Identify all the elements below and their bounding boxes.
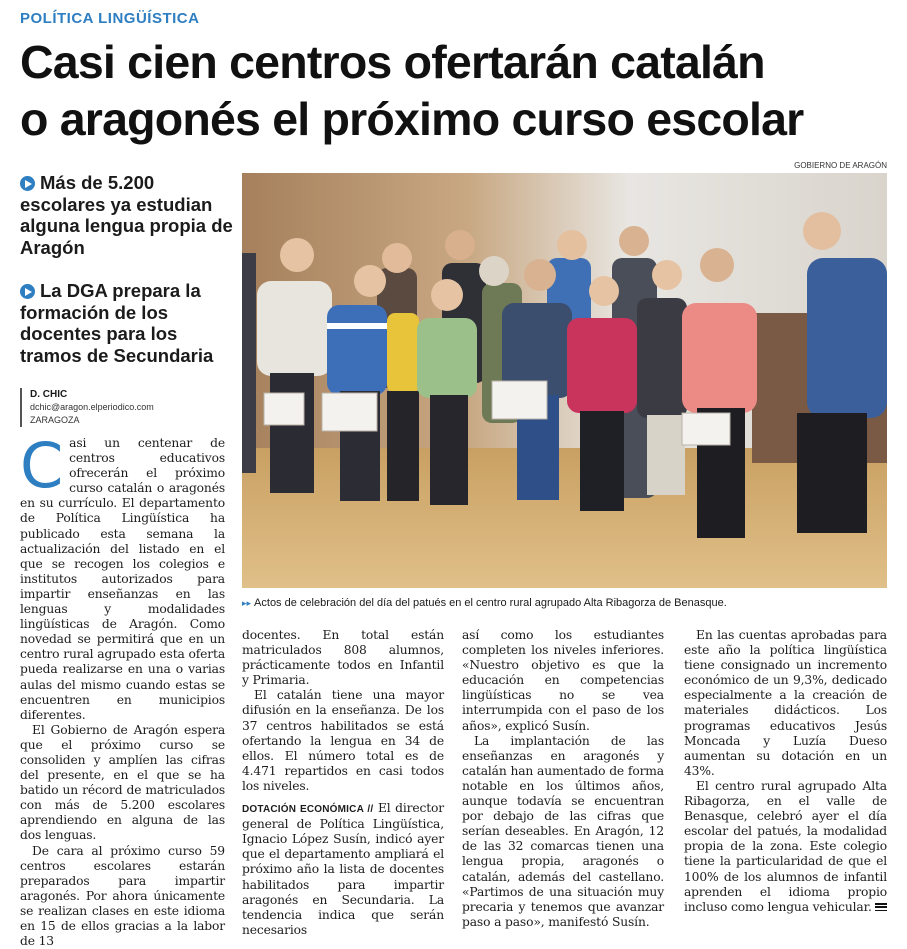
subhead-1-text: Más de 5.200 escolares ya estudian alguna lengua propia de Aragón [20, 172, 233, 258]
paragraph: así como los estudiantes completen los niveles inferiores. «Nuestro objetivo es que la educación en competencias lingüísticas no se vea interrumpida con el paso de los años», explicó Susín. [462, 628, 664, 733]
paragraph [684, 779, 887, 915]
photo-credit: GOBIERNO DE ARAGÓN [794, 161, 887, 170]
byline-city: ZARAGOZA [30, 415, 80, 425]
paragraph-text: El director general de Política Lingüística, Ignacio López Susín, indicó ayer que el departamento ampliará el próximo año la lista de docentes habilitados para impartir aragonés en Secundaria. La tendencia indica que serán necesarios [242, 801, 444, 937]
group-photo [242, 173, 887, 588]
paragraph: De cara al próximo curso 59 centros escolares estarán preparados para impartir aragonés. Por ahora únicamente se realizan clases en este idioma en 15 de ellos gracias a la labor de 13 [20, 843, 225, 949]
paragraph: El catalán tiene una mayor difusión en la enseñanza. De los 37 centros habilitados se está ofertando la lengua en 34 de ellos. El número total es de 4.471 repartidos en casi todos los niveles. [242, 688, 444, 793]
paragraph-text: El centro rural agrupado Alta Ribagorza, en el valle de Benasque, celebró ayer el día escolar del patués, la modalidad propia de la zona. Este colegio tiene la particularidad de que el 100% de los alumnos de infantil aprenden el idioma propio incluso como lengua vehicular. [684, 778, 887, 914]
paragraph: En las cuentas aprobadas para este año la política lingüística tiene consignado un incremento económico de un 9,3%, dedicado especialmente a la creación de materiales didácticos. Los programas educativos Jesús Moncada y Luzía Dueso aumentan su dotación en un 43%. [684, 628, 887, 778]
headline-line-2: o aragonés el próximo curso escolar [20, 93, 804, 145]
subhead-2 [20, 280, 235, 366]
paragraph [242, 801, 444, 938]
photo-caption [242, 597, 887, 609]
body-column-4 [684, 628, 887, 915]
paragraph: docentes. En total están matriculados 808 alumnos, prácticamente todos en Infantil y Primaria. [242, 628, 444, 688]
paragraph: La implantación de las enseñanzas en aragonés y catalán han aumentado de forma notable en los últimos años, aunque todavía se encuentran por debajo de las cifras que serían deseables. En Aragón, 12 de las 32 comarcas tienen una lengua propia, aragonés o catalán, además del castellano. «Partimos de una situación muy precaria y tenemos que avanzar paso a paso», manifestó Susín. [462, 733, 664, 929]
byline-email: dchic@aragon.elperiodico.com [30, 402, 154, 412]
paragraph: El Gobierno de Aragón espera que el próximo curso se consoliden y amplíen las cifras del presente, en el que se ha batido un récord de matriculados con más de 5.200 escolares aprendiendo en alguna de las dos lenguas. [20, 722, 225, 843]
headline-line-1: Casi cien centros ofertarán catalán [20, 36, 765, 88]
play-bullet-icon [20, 176, 35, 191]
subhead-1 [20, 172, 235, 258]
paragraph [20, 429, 225, 723]
dropcap: C [20, 429, 64, 502]
group-photo-illustration [242, 173, 887, 588]
section-label: POLÍTICA LINGÜÍSTICA [20, 10, 200, 27]
body-column-3 [462, 628, 664, 930]
caption-arrows-icon: ▸▸ [242, 598, 252, 608]
body-column-2 [242, 628, 444, 938]
body-column-1 [20, 429, 225, 949]
headline [20, 34, 895, 148]
end-mark-icon [875, 902, 887, 913]
play-bullet-icon [20, 284, 35, 299]
subhead-2-text: La DGA prepara la formación de los docentes para los tramos de Secundaria [20, 280, 214, 366]
byline [20, 388, 154, 427]
byline-author: D. CHIC [30, 389, 68, 400]
paragraph-text: asi un centenar de centros educativos ofrecerán el próximo curso catalán o aragonés en su currículo. El departamento de Política Lingüística ha publicado esta semana la actualización del listado en el que se recogen los colegios e institutos autorizados para impartir enseñanzas en las lenguas y modalidades lingüísticas de Aragón. Como novedad se permitirá que en un centro rural agrupado esta oferta pueda realizarse en una o varias aulas del mismo cuando estas se encuentren en municipios diferentes. [20, 436, 225, 722]
runin-heading: DOTACIÓN ECONÓMICA // [242, 804, 374, 816]
caption-text: Actos de celebración del día del patués en el centro rural agrupado Alta Ribagorza de Benasque. [254, 597, 727, 609]
